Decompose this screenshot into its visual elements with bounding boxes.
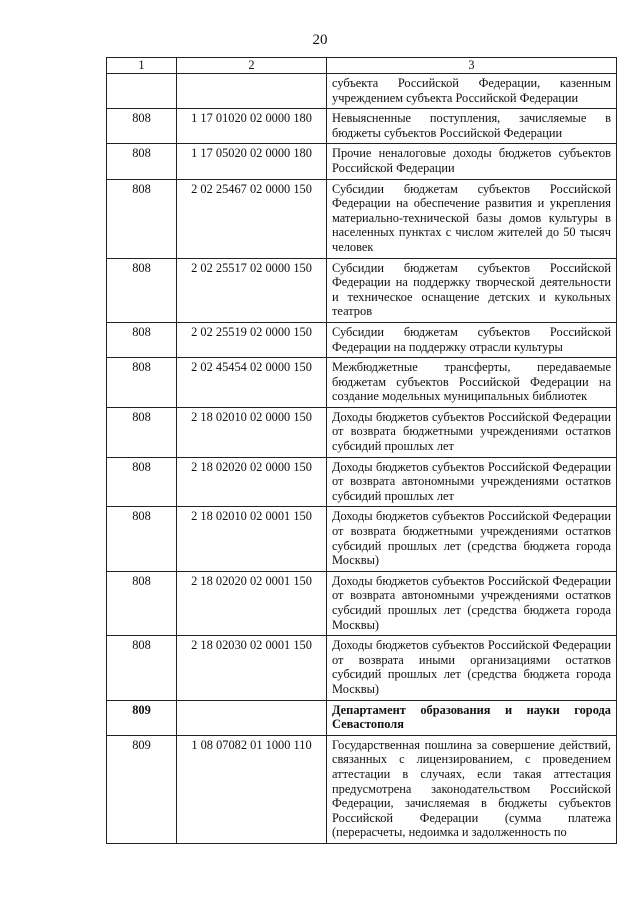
description-cell: субъекта Российской Федерации, казенным учреждением субъекта Российской Федерации [327,74,617,109]
table-row [107,358,617,408]
admin-code-cell: 809 [107,700,177,735]
admin-code-cell: 808 [107,507,177,571]
admin-code-cell: 808 [107,322,177,357]
budget-code-cell: 2 02 25517 02 0000 150 [177,258,327,322]
description-cell: Доходы бюджетов субъектов Российской Федерации от возврата автономными учреждениями остатков субсидий прошлых лет (средства бюджета города Москвы) [327,571,617,635]
admin-code-cell: 808 [107,457,177,507]
budget-code-cell: 2 02 25519 02 0000 150 [177,322,327,357]
table-row [107,571,617,635]
admin-code-cell: 808 [107,109,177,144]
table-header-row [107,58,617,74]
table-row [107,407,617,457]
description-cell: Невыясненные поступления, зачисляемые в бюджеты субъектов Российской Федерации [327,109,617,144]
table-row [107,144,617,179]
table-row [107,109,617,144]
description-cell: Межбюджетные трансферты, передаваемые бюджетам субъектов Российской Федерации на создание модельных муниципальных библиотек [327,358,617,408]
description-cell: Прочие неналоговые доходы бюджетов субъектов Российской Федерации [327,144,617,179]
budget-code-cell: 2 18 02020 02 0000 150 [177,457,327,507]
header-col-2: 2 [177,58,327,74]
admin-code-cell: 808 [107,358,177,408]
header-col-3: 3 [327,58,617,74]
description-cell: Доходы бюджетов субъектов Российской Федерации от возврата автономными учреждениями остатков субсидий прошлых лет [327,457,617,507]
budget-code-cell: 1 17 01020 02 0000 180 [177,109,327,144]
revenue-codes-table [106,57,617,844]
description-cell: Государственная пошлина за совершение действий, связанных с лицензированием, с проведением аттестации в случаях, если такая аттестация предусмотрена законодательством Российской Федерации, зачисляемая в бюджеты субъектов Российской Федерации (сумма платежа (перерасчеты, недоимка и задолженность по [327,735,617,843]
description-cell: Субсидии бюджетам субъектов Российской Федерации на обеспечение развития и укрепления материально-технической базы домов культуры в населенных пунктах с числом жителей до 50 тысяч человек [327,179,617,258]
page-number: 20 [312,32,328,48]
budget-code-cell: 2 18 02030 02 0001 150 [177,636,327,700]
budget-code-cell: 2 02 25467 02 0000 150 [177,179,327,258]
budget-code-cell: 1 17 05020 02 0000 180 [177,144,327,179]
department-name-cell: Департамент образования и науки города Севастополя [327,700,617,735]
description-cell: Доходы бюджетов субъектов Российской Федерации от возврата бюджетными учреждениями остатков субсидий прошлых лет [327,407,617,457]
description-cell: Доходы бюджетов субъектов Российской Федерации от возврата бюджетными учреждениями остатков субсидий прошлых лет (средства бюджета города Москвы) [327,507,617,571]
budget-code-cell: 2 18 02010 02 0001 150 [177,507,327,571]
table-row [107,457,617,507]
table-row [107,258,617,322]
budget-code-cell: 1 08 07082 01 1000 110 [177,735,327,843]
table-row [107,322,617,357]
table-row [107,74,617,109]
table-row [107,636,617,700]
admin-code-cell: 808 [107,258,177,322]
admin-code-cell: 808 [107,571,177,635]
admin-code-cell: 809 [107,735,177,843]
table-row [107,735,617,843]
description-cell: Субсидии бюджетам субъектов Российской Федерации на поддержку творческой деятельности и техническое оснащение детских и кукольных театров [327,258,617,322]
budget-code-cell: 2 18 02020 02 0001 150 [177,571,327,635]
admin-code-cell: 808 [107,179,177,258]
admin-code-cell: 808 [107,407,177,457]
description-cell: Субсидии бюджетам субъектов Российской Федерации на поддержку отрасли культуры [327,322,617,357]
admin-code-cell: 808 [107,636,177,700]
admin-code-cell: 808 [107,144,177,179]
table-row [107,179,617,258]
budget-code-cell: 2 02 45454 02 0000 150 [177,358,327,408]
department-heading-row [107,700,617,735]
header-col-1: 1 [107,58,177,74]
budget-code-cell [177,700,327,735]
admin-code-cell [107,74,177,109]
description-cell: Доходы бюджетов субъектов Российской Федерации от возврата иными организациями остатков субсидий прошлых лет (средства бюджета города Москвы) [327,636,617,700]
budget-code-cell: 2 18 02010 02 0000 150 [177,407,327,457]
table-row [107,507,617,571]
budget-code-cell [177,74,327,109]
